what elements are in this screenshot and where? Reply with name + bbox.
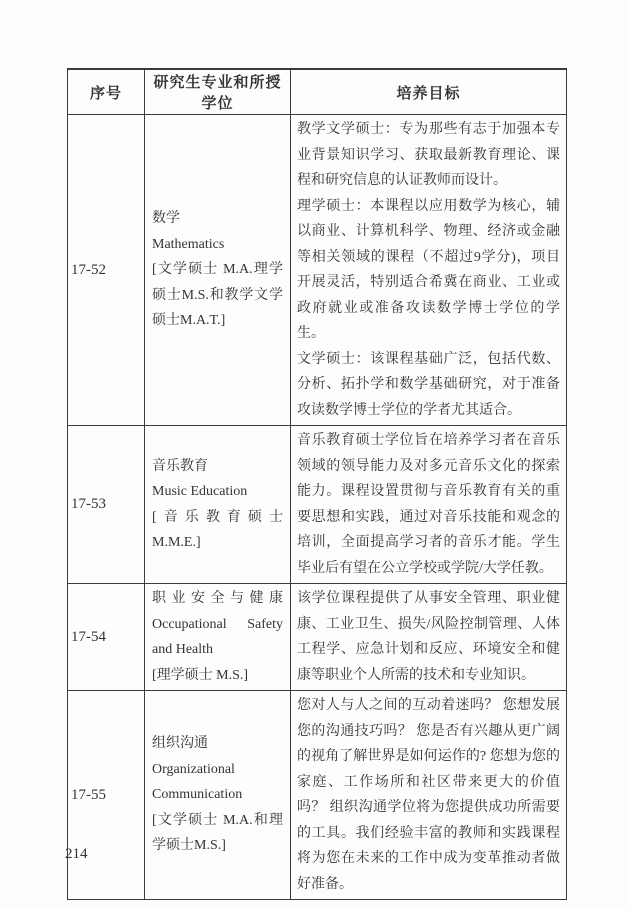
objective-paragraph: 文学硕士：该课程基础广泛，包括代数、分析、拓扑学和数学基础研究，对于准备攻读数学博士学位的学者尤其适合。 [297,351,560,418]
objective-paragraph: 您对人与人之间的互动着迷吗？ 您想发展您的沟通技巧吗？ 您是否有兴趣从更广阔的视角了解世界是如何运作的? 您想为您的家庭、工作场所和社区带来更大的价值吗？ 组织沟通学位将为您提供成功所需要的工具。我们经验丰富的教师和实践课程将为您在未来的工作中成为变革推动者做好准备。 [297,698,560,892]
program-name-cn: 数学 [152,211,180,227]
row-id: 17-52 [68,115,145,426]
program-cell [145,115,291,426]
objective-cell [291,115,567,426]
program-name-en: Mathematics [152,236,225,252]
row-id: 17-54 [68,584,145,691]
objective-paragraph: 该学位课程提供了从事安全管理、职业健康、工业卫生、损失/风险控制管理、人体工程学、应急计划和反应、环境安全和健康等职业个人所需的技术和专业知识。 [297,591,560,683]
program-cell [145,584,291,691]
program-degrees: [文学硕士 M.A.和理学硕士M.S.] [152,812,283,854]
table-header-row [68,69,567,115]
row-id: 17-55 [68,691,145,900]
table-row [68,584,567,691]
objective-cell [291,584,567,691]
row-id: 17-53 [68,426,145,584]
table-row [68,691,567,900]
program-name-en: Music Education [152,484,248,499]
program-name-cn-en: 职业安全与健康 Occupational Safety and Health [152,591,283,657]
objective-paragraph: 理学硕士：本课程以应用数学为核心，辅以商业、计算机科学、物理、经济或金融等相关领域的课程（不超过9学分)，项目开展灵活，特别适合希冀在商业、工业或政府就业或准备攻读数学博士学位的学生。 [297,198,560,341]
program-degrees: [文学硕士 M.A.理学硕士M.S.和教学文学硕士M.A.T.] [152,262,283,329]
program-name-cn: 组织沟通 [152,736,208,752]
programs-table [67,68,567,900]
program-degrees: [理学硕士 M.S.] [152,667,249,683]
page-number: 214 [65,846,88,862]
table-row [68,426,567,584]
program-cell [145,426,291,584]
column-header-objective: 培养目标 [291,69,567,115]
objective-paragraph: 教学文学硕士：专为那些有志于加强本专业背景知识学习、获取最新教育理论、课程和研究信息的认证教师而设计。 [297,122,560,188]
program-degrees: [音乐教育硕士 M.M.E.] [152,509,283,550]
program-name-en: Organizational Communication [152,761,243,803]
program-cell [145,691,291,900]
objective-cell [291,691,567,900]
objective-cell [291,426,567,584]
table-row [68,115,567,426]
objective-paragraph: 音乐教育硕士学位旨在培养学习者在音乐领域的领导能力及对多元音乐文化的探索能力。课程设置贯彻与音乐教育有关的重要思想和实践，通过对音乐技能和观念的培训，全面提高学习者的音乐才能。学生毕业后有望在公立学校或学院/大学任教。 [297,433,560,576]
program-name-cn: 音乐教育 [152,458,208,474]
column-header-program: 研究生专业和所授学位 [145,69,291,115]
column-header-index: 序号 [68,69,145,115]
